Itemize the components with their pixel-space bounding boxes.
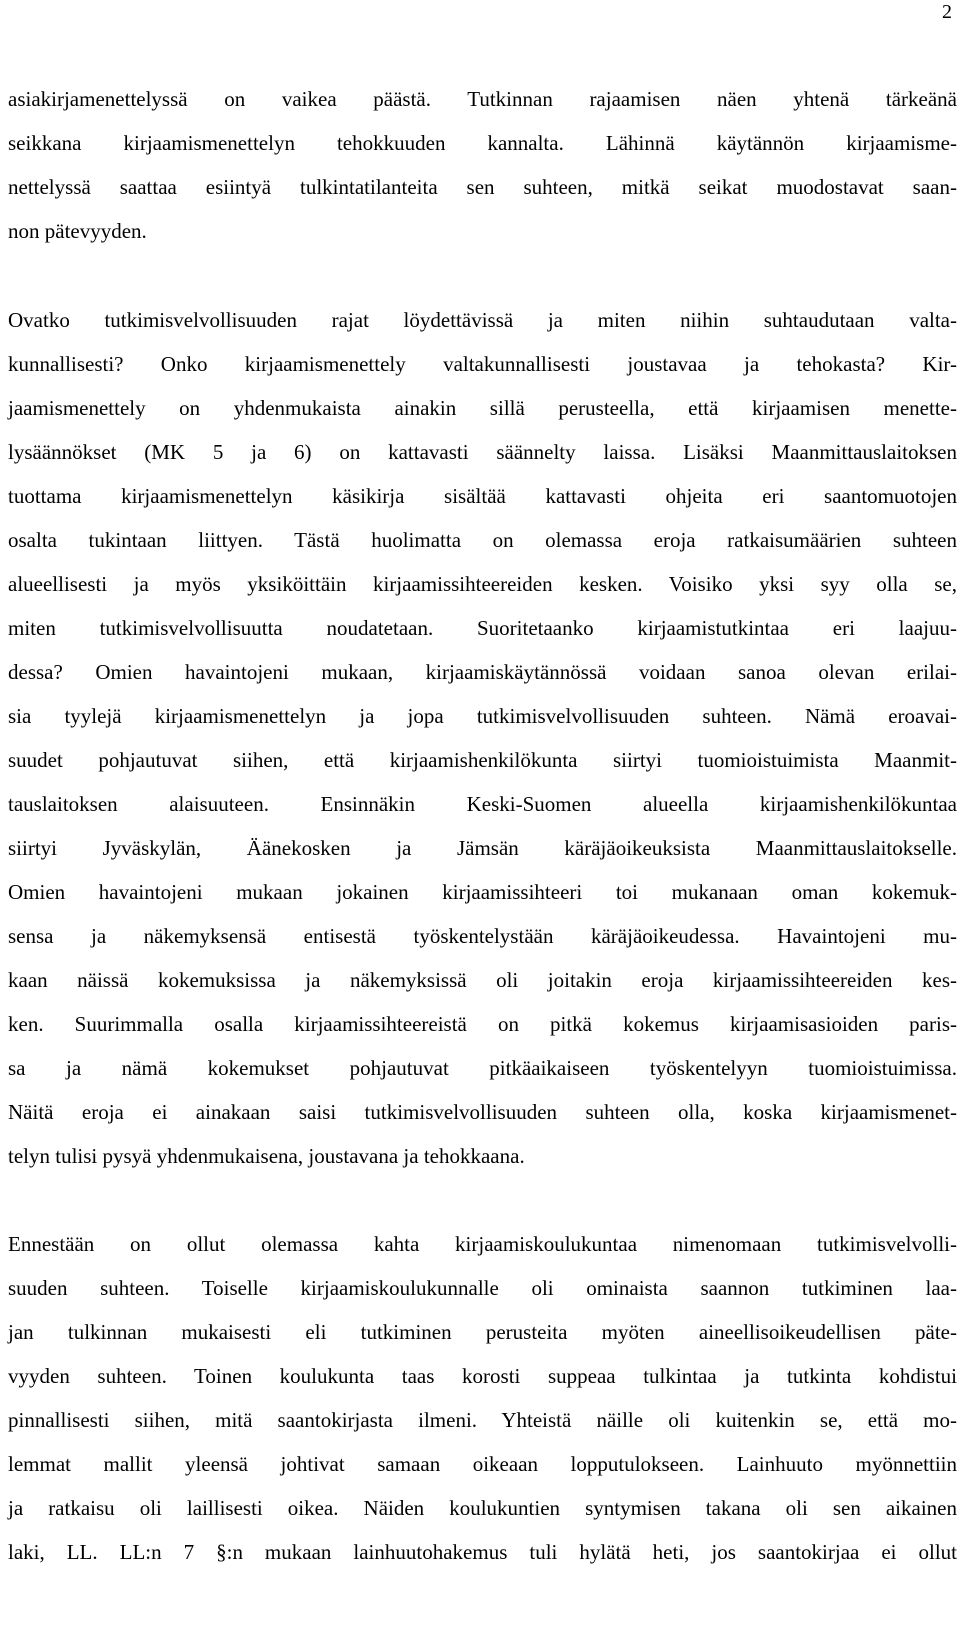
text-line: jaamismenettely on yhdenmukaista ainakin sillä perusteella, että kirjaamisen menette-	[8, 396, 957, 420]
text-line: vyyden suhteen. Toinen koulukunta taas korosti suppeaa tulkintaa ja tutkinta kohdistui	[8, 1364, 957, 1388]
text-line: Näitä eroja ei ainakaan saisi tutkimisvelvollisuuden suhteen olla, koska kirjaamismenet-	[8, 1100, 957, 1124]
text-line: sia tyylejä kirjaamismenettelyn ja jopa tutkimisvelvollisuuden suhteen. Nämä eroavai-	[8, 704, 957, 728]
text-line: seikkana kirjaamismenettelyn tehokkuuden kannalta. Lähinnä käytännön kirjaamisme-	[8, 131, 957, 155]
text-line: Ovatko tutkimisvelvollisuuden rajat löydettävissä ja miten niihin suhtaudutaan valta-	[8, 308, 957, 332]
text-line: siirtyi Jyväskylän, Äänekosken ja Jämsän käräjäoikeuksista Maanmittauslaitokselle.	[8, 836, 957, 860]
text-line: tauslaitoksen alaisuuteen. Ensinnäkin Keski-Suomen alueella kirjaamishenkilökuntaa	[8, 792, 957, 816]
text-line: kunnallisesti? Onko kirjaamismenettely valtakunnallisesti joustavaa ja tehokasta? Kir-	[8, 352, 957, 376]
text-line: lemmat mallit yleensä johtivat samaan oikeaan lopputulokseen. Lainhuuto myönnettiin	[8, 1452, 957, 1476]
text-line: Omien havaintojeni mukaan jokainen kirjaamissihteeri toi mukanaan oman kokemuk-	[8, 880, 957, 904]
text-line: sensa ja näkemyksensä entisestä työskentelystään käräjäoikeudessa. Havaintojeni mu-	[8, 924, 957, 948]
text-line: lysäännökset (MK 5 ja 6) on kattavasti säännelty laissa. Lisäksi Maanmittauslaitoksen	[8, 440, 957, 464]
text-line: miten tutkimisvelvollisuutta noudatetaan. Suoritetaanko kirjaamistutkintaa eri laajuu-	[8, 616, 957, 640]
page-number: 2	[942, 1, 952, 23]
text-line: alueellisesti ja myös yksiköittäin kirjaamissihteereiden kesken. Voisiko yksi syy olla se,	[8, 572, 957, 596]
text-line: pinnallisesti siihen, mitä saantokirjasta ilmeni. Yhteistä näille oli kuitenkin se, että mo-	[8, 1408, 957, 1432]
text-line: ken. Suurimmalla osalla kirjaamissihteereistä on pitkä kokemus kirjaamisasioiden paris-	[8, 1012, 957, 1036]
text-line: nettelyssä saattaa esiintyä tulkintatilanteita sen suhteen, mitkä seikat muodostavat saan-	[8, 175, 957, 199]
text-line: laki, LL. LL:n 7 §:n mukaan lainhuutohakemus tuli hylätä heti, jos saantokirjaa ei ollut	[8, 1540, 957, 1564]
text-line: kaan näissä kokemuksissa ja näkemyksissä oli joitakin eroja kirjaamissihteereiden kes-	[8, 968, 957, 992]
text-line: tuottama kirjaamismenettelyn käsikirja sisältää kattavasti ohjeita eri saantomuotojen	[8, 484, 957, 508]
text-line: osalta tukintaan liittyen. Tästä huolimatta on olemassa eroja ratkaisumäärien suhteen	[8, 528, 957, 552]
text-line: telyn tulisi pysyä yhdenmukaisena, joustavana ja tehokkaana.	[8, 1144, 525, 1168]
text-line: dessa? Omien havaintojeni mukaan, kirjaamiskäytännössä voidaan sanoa olevan erilai-	[8, 660, 957, 684]
text-line: sa ja nämä kokemukset pohjautuvat pitkäaikaiseen työskentelyyn tuomioistuimissa.	[8, 1056, 957, 1080]
text-line: Ennestään on ollut olemassa kahta kirjaamiskoulukuntaa nimenomaan tutkimisvelvolli-	[8, 1232, 957, 1256]
text-line: asiakirjamenettelyssä on vaikea päästä. Tutkinnan rajaamisen näen yhtenä tärkeänä	[8, 87, 957, 111]
text-line: suudet pohjautuvat siihen, että kirjaamishenkilökunta siirtyi tuomioistuimista Maanmit-	[8, 748, 957, 772]
text-line: non pätevyyden.	[8, 219, 147, 243]
text-line: suuden suhteen. Toiselle kirjaamiskoulukunnalle oli ominaista saannon tutkiminen laa-	[8, 1276, 957, 1300]
text-line: ja ratkaisu oli laillisesti oikea. Näiden koulukuntien syntymisen takana oli sen aikainen	[8, 1496, 957, 1520]
text-line: jan tulkinnan mukaisesti eli tutkiminen perusteita myöten aineellisoikeudellisen päte-	[8, 1320, 957, 1344]
